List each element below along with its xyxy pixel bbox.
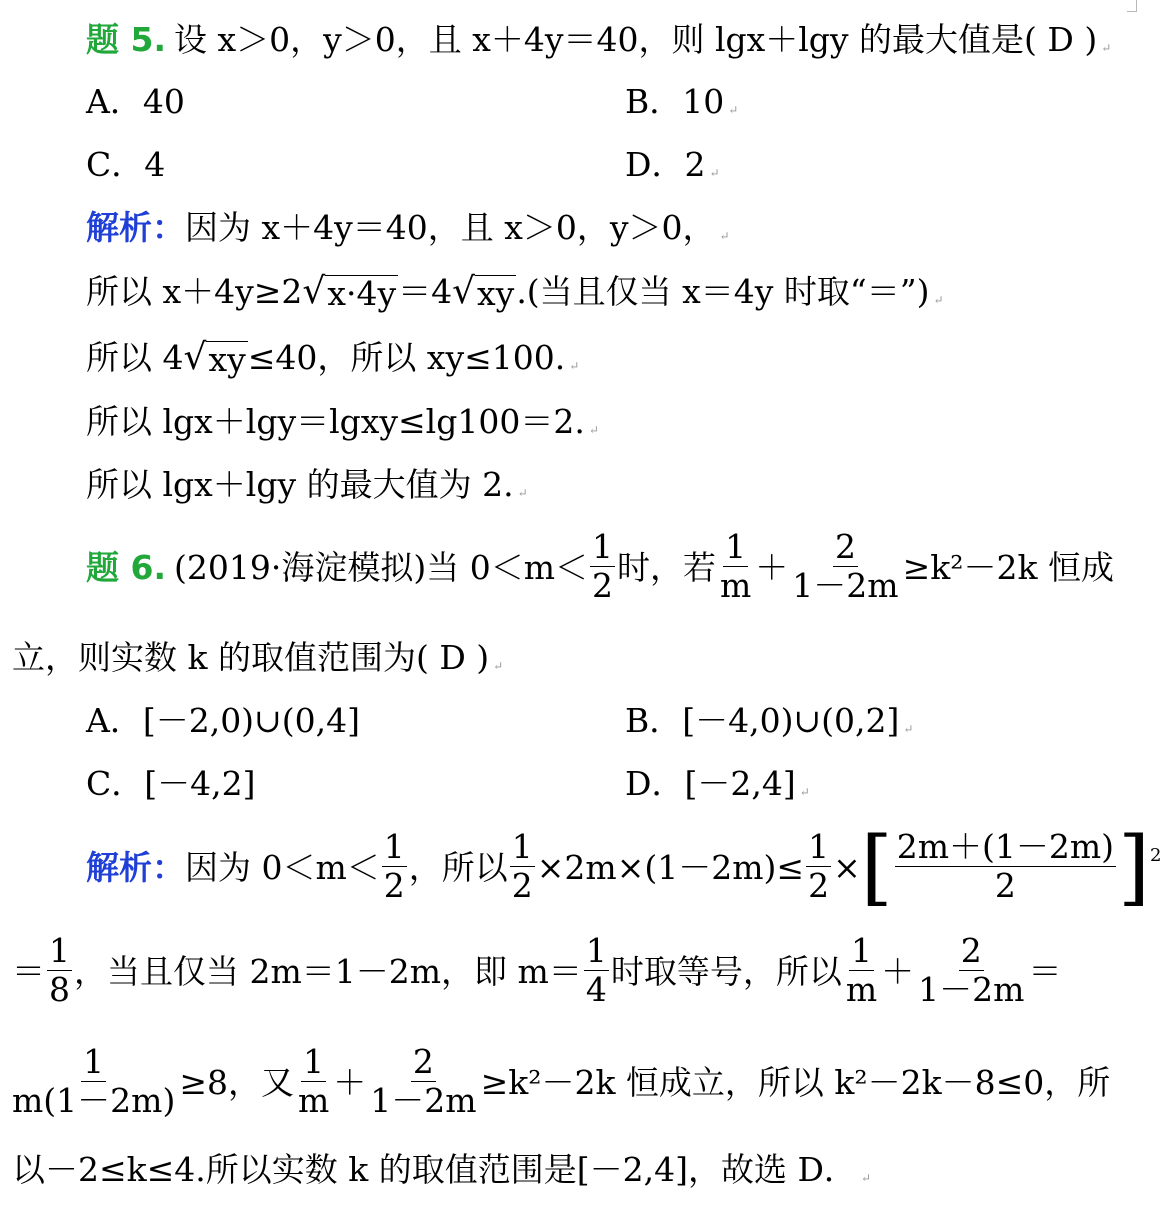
return-mark: ↵ (933, 293, 944, 307)
return-mark: ↵ (719, 229, 730, 243)
sqrt-xy: √ xy (183, 337, 246, 379)
q5-option-c: C．4 (86, 145, 166, 184)
bracketed-fraction: [ $\frac{2m+(1-2m)}{2}$ ] (860, 820, 1151, 915)
q5-line4-text: 所以 lgx＋lgy＝lgxy≤lg100＝2. (86, 402, 585, 441)
fraction-one-over-product: $\frac{1}{m(1-2m)}$ (12, 1041, 176, 1120)
fraction-half: $\frac{1}{2}$ (808, 826, 830, 905)
q5-option-b: B．10 ↵ (625, 82, 738, 122)
q5-line3-pre: 所以 4 (86, 338, 184, 377)
q6-option-d: D．[－2,4] ↵ (625, 764, 810, 804)
fraction-half: $\frac{1}{2}$ (383, 826, 405, 905)
q5-line2-post: .(当且仅当 x＝4y 时取“＝”) (516, 272, 930, 311)
fraction-sum-over-two: $\frac{2m+(1-2m)}{2}$ (896, 826, 1115, 905)
fraction-eighth: $\frac{1}{8}$ (49, 930, 70, 1009)
q6-stem-c: ＋ (755, 548, 789, 587)
q6-analysis-line-4 (12, 1150, 871, 1190)
q6-stem-d: ≥k²－2k 恒成 (902, 548, 1114, 587)
q6-analysis-a4: × (833, 848, 861, 887)
sqrt-x4y: √ x·4y (302, 271, 397, 313)
q6-analysis-b1: ＝ (12, 952, 45, 991)
return-mark: ↵ (493, 659, 504, 673)
q6-stem-line-2 (12, 638, 503, 678)
page-corner-mark (1127, 11, 1137, 12)
fraction-one-over-m: $\frac{1}{m}$ (297, 1041, 330, 1120)
q5-option-d: D．2 ↵ (625, 145, 720, 185)
q6-analysis-c1: ≥8，又 (179, 1063, 294, 1102)
return-mark: ↵ (903, 722, 914, 736)
q6-analysis-line-1 (86, 820, 1162, 915)
fraction-half: $\frac{1}{2}$ (511, 826, 533, 905)
q6-analysis-label: 解析： (86, 848, 185, 887)
q6-analysis-a1: 因为 0＜m＜ (185, 848, 380, 887)
q6-analysis-b4: ＋ (881, 952, 915, 991)
fraction-one-over-m: $\frac{1}{m}$ (720, 526, 752, 605)
return-mark: ↵ (588, 423, 599, 437)
q6-analysis-b3: 时取等号，所以 (610, 952, 842, 991)
q6-analysis-line-2 (12, 930, 1062, 1009)
q6-exponent: 2 (1150, 845, 1162, 866)
q6-option-a: A．[－2,0)∪(0,4] (86, 701, 360, 740)
q5-analysis-line-5 (86, 465, 528, 505)
q5-analysis-line-3 (86, 338, 579, 378)
fraction-half: $\frac{1}{2}$ (592, 526, 613, 605)
return-mark: ↵ (799, 785, 810, 799)
q6-label: 题 6. (86, 548, 166, 587)
q5-label: 题 5. (86, 20, 166, 59)
q5-option-a: A．40 (86, 82, 185, 121)
q6-analysis-d1: 以－2≤k≤4.所以实数 k 的取值范围是[－2,4]，故选 D． (12, 1150, 857, 1189)
q5-analysis-text: 因为 x＋4y＝40，且 x＞0，y＞0， (185, 208, 716, 247)
return-mark: ↵ (860, 1171, 871, 1185)
q6-option-b: B．[－4,0)∪(0,2] ↵ (625, 701, 913, 741)
q6-analysis-a2: ，所以 (408, 848, 508, 887)
return-mark: ↵ (728, 103, 739, 117)
sqrt-xy: √ xy (452, 271, 515, 313)
return-mark: ↵ (709, 166, 720, 180)
return-mark: ↵ (1101, 41, 1112, 55)
q6-stem-line2-text: 立，则实数 k 的取值范围为( D ) (12, 638, 490, 677)
fraction-quarter: $\frac{1}{4}$ (585, 930, 607, 1009)
q6-analysis-c3: ≥k²－2k 恒成立，所以 k²－2k－8≤0，所 (480, 1063, 1111, 1102)
q5-line5-text: 所以 lgx＋lgy 的最大值为 2. (86, 465, 514, 504)
q5-line2-pre: 所以 x＋4y≥2 (86, 272, 303, 311)
q6-stem-line-1 (86, 526, 1114, 605)
fraction-two-over: $\frac{2}{1-2m}$ (370, 1041, 477, 1120)
q6-analysis-a3: ×2m×(1－2m)≤ (536, 848, 805, 887)
q5-analysis-line-1 (86, 208, 730, 248)
return-mark: ↵ (569, 359, 580, 373)
q5-stem: 设 x＞0，y＞0，且 x＋4y＝40，则 lgx＋lgy 的最大值是( D ) (174, 20, 1098, 59)
fraction-one-over-m: $\frac{1}{m}$ (845, 930, 878, 1009)
return-mark: ↵ (517, 486, 528, 500)
q6-option-c: C．[－4,2] (86, 764, 256, 803)
q5-line2-mid: ＝4 (398, 272, 453, 311)
q6-analysis-b2: ，当且仅当 2m＝1－2m，即 m＝ (74, 952, 582, 991)
fraction-two-over: $\frac{2}{1-2m}$ (792, 526, 899, 605)
q6-stem-a: (2019·海淀模拟)当 0＜m＜ (174, 548, 588, 587)
q5-line3-post: ≤40，所以 xy≤100. (247, 338, 566, 377)
q5-analysis-label: 解析： (86, 208, 185, 247)
q6-stem-b: 时，若 (617, 548, 716, 587)
fraction-two-over: $\frac{2}{1-2m}$ (918, 930, 1025, 1009)
q6-analysis-c2: ＋ (333, 1063, 367, 1102)
q6-analysis-line-3 (8, 1041, 1111, 1120)
q5-stem-line (86, 20, 1111, 60)
q5-analysis-line-4 (86, 402, 599, 442)
q6-analysis-b5: ＝ (1028, 952, 1062, 991)
q5-analysis-line-2 (86, 272, 944, 312)
